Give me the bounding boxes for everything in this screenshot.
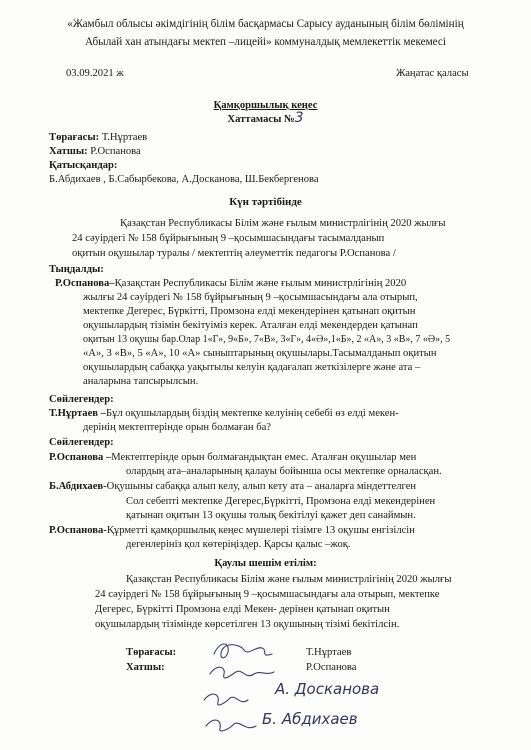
signature-member-2 <box>206 720 256 731</box>
participants-label: Қатысқандар: <box>49 160 118 171</box>
document-date: 03.09.2021 ж <box>66 68 124 79</box>
spoke2-s3-text-1: Құрметті қамқоршылық кеңес мүшелері тізімге 13 оқушы енгізілсін <box>106 525 415 536</box>
participants-value: Б.Абдихаев , Б.Сабырбекова, А.Досканова, Ш.Бекбергенова <box>49 174 319 185</box>
spoke2-s3-line-1 <box>49 525 415 538</box>
title-line-1: Қамқоршылық кеңес <box>213 100 318 111</box>
listened-line-8: аналарына тапсырылсын. <box>83 376 199 387</box>
handwritten-name-1: А. Досканова <box>275 680 380 698</box>
spoke2-speaker-2: Б.Абдихаев- <box>49 481 107 492</box>
sign-secretary-label: Хатшы: <box>126 662 165 673</box>
spoke2-s2-text-1: Оқушыны сабаққа алып келу, алып кету ата – аналарға міндеттелген <box>106 481 417 492</box>
decision-line-4: оқушылардың тізімінде көрсетілген 13 оқушының тізімі бекітілсін. <box>95 619 400 630</box>
spoke1-line-1 <box>49 408 399 421</box>
listened-line-2: жылғы 24 сәуірдегі № 158 бұйрығының 9 –қосымшасындағы ала отырып, <box>83 292 418 303</box>
decision-line-2: 24 сәуірдегі № 158 бұйрығының 9 –қосымшасындағы ала отырып, мектепке <box>95 589 440 600</box>
spoke2-s3-line-2: дегенлерініз қол көтеріңіздер. Қарсы қалыс –жоқ. <box>126 539 351 550</box>
spoke-heading-2: Сөйлегендер: <box>49 437 114 448</box>
chair-label: Төрағасы: <box>49 132 100 143</box>
spoke2-s2-line-1 <box>49 481 416 494</box>
agenda-line-2: 24 сәуірдегі № 158 бұйрығының 9 –қосымшасындағы тасымалданып <box>72 233 385 244</box>
decision-line-3: Дегерес, Бүркітті Промзона елді Мекен- дерінен қатынап оқитын <box>95 604 390 615</box>
listened-line-4: оқушылардың тізімін бекітуіміз керек. Аталған елді мекендерден қатынап <box>83 320 418 331</box>
listened-speaker: Р.Оспанова– <box>55 278 115 289</box>
sign-secretary-name: Р.Оспанова <box>306 662 357 673</box>
secretary-label: Хатшы: <box>49 146 88 157</box>
spoke2-s1-line-2: олардың ата–аналарының қалауы бойынша осы мектепке орналасқан. <box>126 466 442 477</box>
protocol-number-handwritten: 3 <box>294 110 304 126</box>
header-line-2: Абылай хан атындағы мектеп –лицейі» коммуналдық мемлекеттік мекемесі <box>84 36 446 48</box>
listened-line-1 <box>55 278 406 291</box>
decision-line-1: Қазақстан Республикасы Білім және ғылым министрлігінің 2020 жылғы <box>126 574 452 585</box>
sign-chair-name: Т.Нұртаев <box>306 647 352 658</box>
spoke1-text-1: Бұл оқушылардың біздің мектепке келуінің себебі өз елді мекен- <box>105 408 399 419</box>
title-line-2: Хаттамасы № <box>227 114 295 125</box>
listened-line-5: оқитын 13 оқушы бар.Олар 1«Г», 9«Б», 7«В», 3«Г», 4«Ә»,1«Б», 2 «А», 3 «В», 7 «Ә», 5 <box>83 334 451 345</box>
sign-chair-label: Төрағасы: <box>126 647 177 658</box>
chair-line <box>49 132 147 145</box>
spoke2-speaker-3: Р.Оспанова- <box>49 525 107 536</box>
secretary-line <box>49 146 141 159</box>
document-city: Жаңатас қаласы <box>396 68 469 79</box>
spoke-heading-1: Сөйлегендер: <box>49 394 114 405</box>
spoke2-s2-line-2: Сол себепті мектепке Дегерес,Бүркітті, Промзона елді мекендерінен <box>126 496 436 507</box>
spoke1-line-2: дерінің мектептерінде орын болмаған ба? <box>83 422 272 433</box>
signature-secretary <box>210 667 274 678</box>
spoke2-s1-text-1: Мектептерінде орын болмағандықтан емес. Аталған оқушылар мен <box>111 452 417 463</box>
listened-heading: Тыңдалды: <box>49 264 104 275</box>
listened-line-3: мектепке Дегерес, Бүркітті, Промзона елді мекендерінен қатынап оқитын <box>83 306 416 317</box>
header-line-1: «Жамбыл облысы әкімдігінің білім басқармасы Сарысу ауданының білім бөлімінің <box>67 18 464 30</box>
spoke2-s2-line-3: қатынап оқитын 13 оқушы толық бекітілуі қажет деп санаймын. <box>126 510 416 521</box>
spoke1-speaker: Т.Нұртаев – <box>49 408 106 419</box>
agenda-line-1: Қазақстан Республикасы Білім және ғылым министрлігінің 2020 жылғы <box>120 218 446 229</box>
secretary-value: Р.Оспанова <box>90 146 141 157</box>
agenda-line-3: оқитын оқушылар туралы / мектептің әлеуметтік педагогы Р.Оспанова / <box>72 248 396 259</box>
signature-chair <box>214 644 272 658</box>
listened-text-1: Қазақстан Республикасы Білім және ғылым министрлігінің 2020 <box>114 278 407 289</box>
decision-heading: Қаулы шешім етілім: <box>214 558 317 569</box>
handwritten-name-2: Б. Абдихаев <box>262 710 358 728</box>
listened-line-7: оқушылардың сабаққа уақытылы келуін қадағалап жеткізілерге және ата – <box>83 362 421 373</box>
document-title <box>0 100 531 113</box>
spoke2-s1-line-1 <box>49 452 416 465</box>
spoke2-speaker-1: Р.Оспанова – <box>49 452 112 463</box>
signature-member-1 <box>204 694 248 705</box>
listened-line-6: «А», 3 «В», 5 «А», 10 «А» сыныптарының оқушылары.Тасымалданып оқитын <box>83 348 437 359</box>
agenda-heading: Күн тәртібінде <box>229 196 302 208</box>
chair-value: Т.Нұртаев <box>101 132 148 143</box>
protocol-number <box>0 112 531 127</box>
